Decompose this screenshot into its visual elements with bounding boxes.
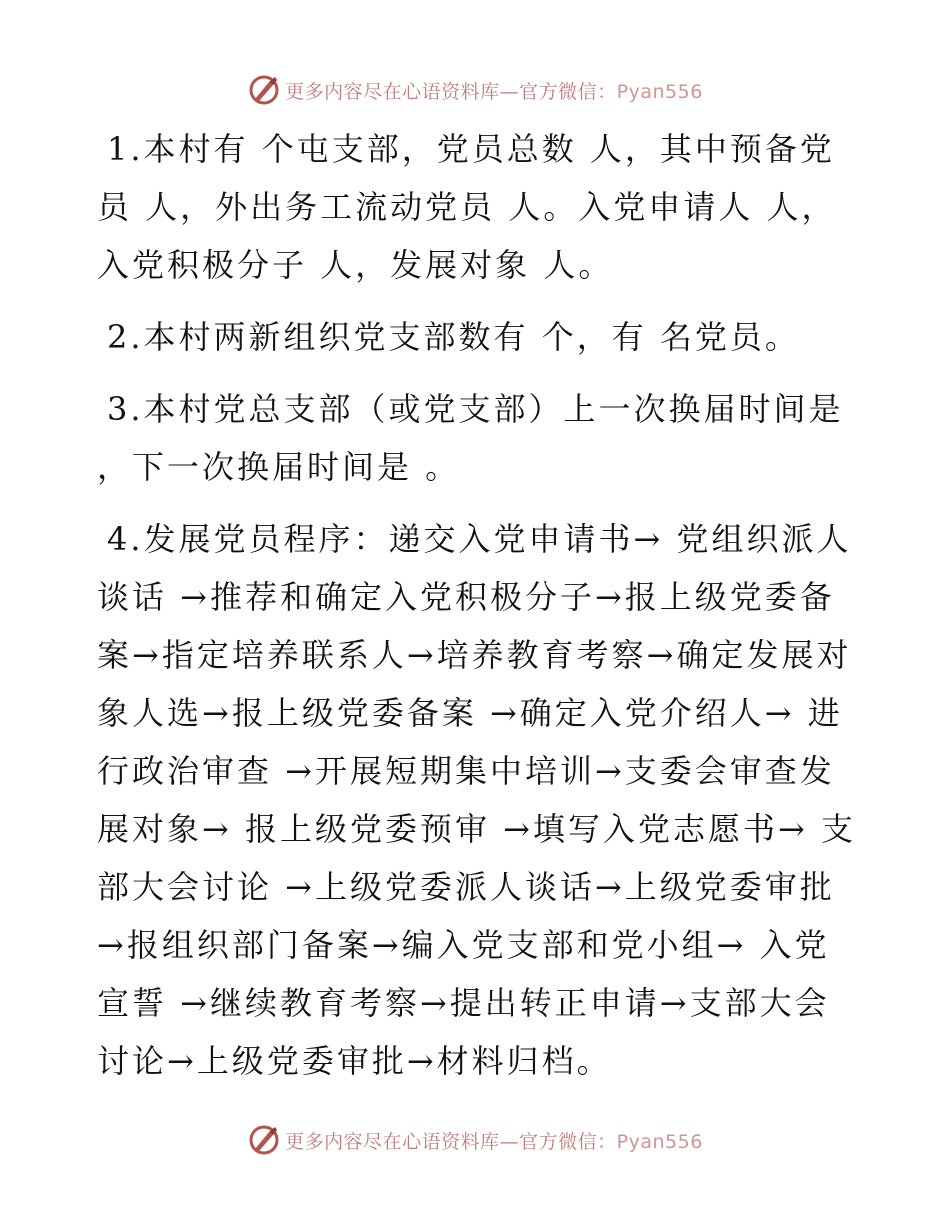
paragraph-4 bbox=[97, 510, 857, 1090]
header-watermark bbox=[0, 70, 950, 110]
paragraph-2 bbox=[97, 308, 857, 366]
watermark-text: 更多内容尽在心语资料库—官方微信：Pyan556 bbox=[285, 1130, 703, 1153]
paragraph-3 bbox=[97, 380, 857, 496]
paragraph-number: 2. bbox=[107, 318, 144, 356]
paragraph-1 bbox=[97, 120, 857, 294]
paragraph-number: 1. bbox=[107, 130, 144, 168]
paragraph-number: 4. bbox=[107, 520, 144, 558]
paragraph-text: 发展党员程序：递交入党申请书→ 党组织派人谈话 →推荐和确定入党积极分子→报上级党委备案→指定培养联系人→培养教育考察→确定发展对象人选→报上级党委备案 →确定入党介绍人→ 进行政治审查 →开展短期集中培训→支委会审查发展对象→ 报上级党委预审 →填写入党志愿书→ 支部大会讨论 →上级党委派人谈话→上级党委审批→报组织部门备案→编入党支部和党小组→ 入党宣誓 →继续教育考察→提出转正申请→支部大会讨论→上级党委审批→材料归档。 bbox=[97, 520, 856, 1080]
paragraph-text: 本村有 个屯支部，党员总数 人，其中预备党员 人，外出务工流动党员 人。入党申请人 人，入党积极分子 人，发展对象 人。 bbox=[97, 130, 837, 284]
brush-logo-icon bbox=[247, 73, 281, 107]
footer-watermark bbox=[0, 1120, 950, 1160]
brush-logo-icon bbox=[247, 1123, 281, 1157]
paragraph-text: 本村两新组织党支部数有 个，有 名党员。 bbox=[143, 318, 800, 356]
paragraph-number: 3. bbox=[107, 390, 144, 428]
paragraph-text: 本村党总支部（或党支部）上一次换届时间是 ，下一次换届时间是 。 bbox=[97, 390, 844, 486]
document-body bbox=[97, 120, 857, 1104]
watermark-text: 更多内容尽在心语资料库—官方微信：Pyan556 bbox=[285, 80, 703, 103]
